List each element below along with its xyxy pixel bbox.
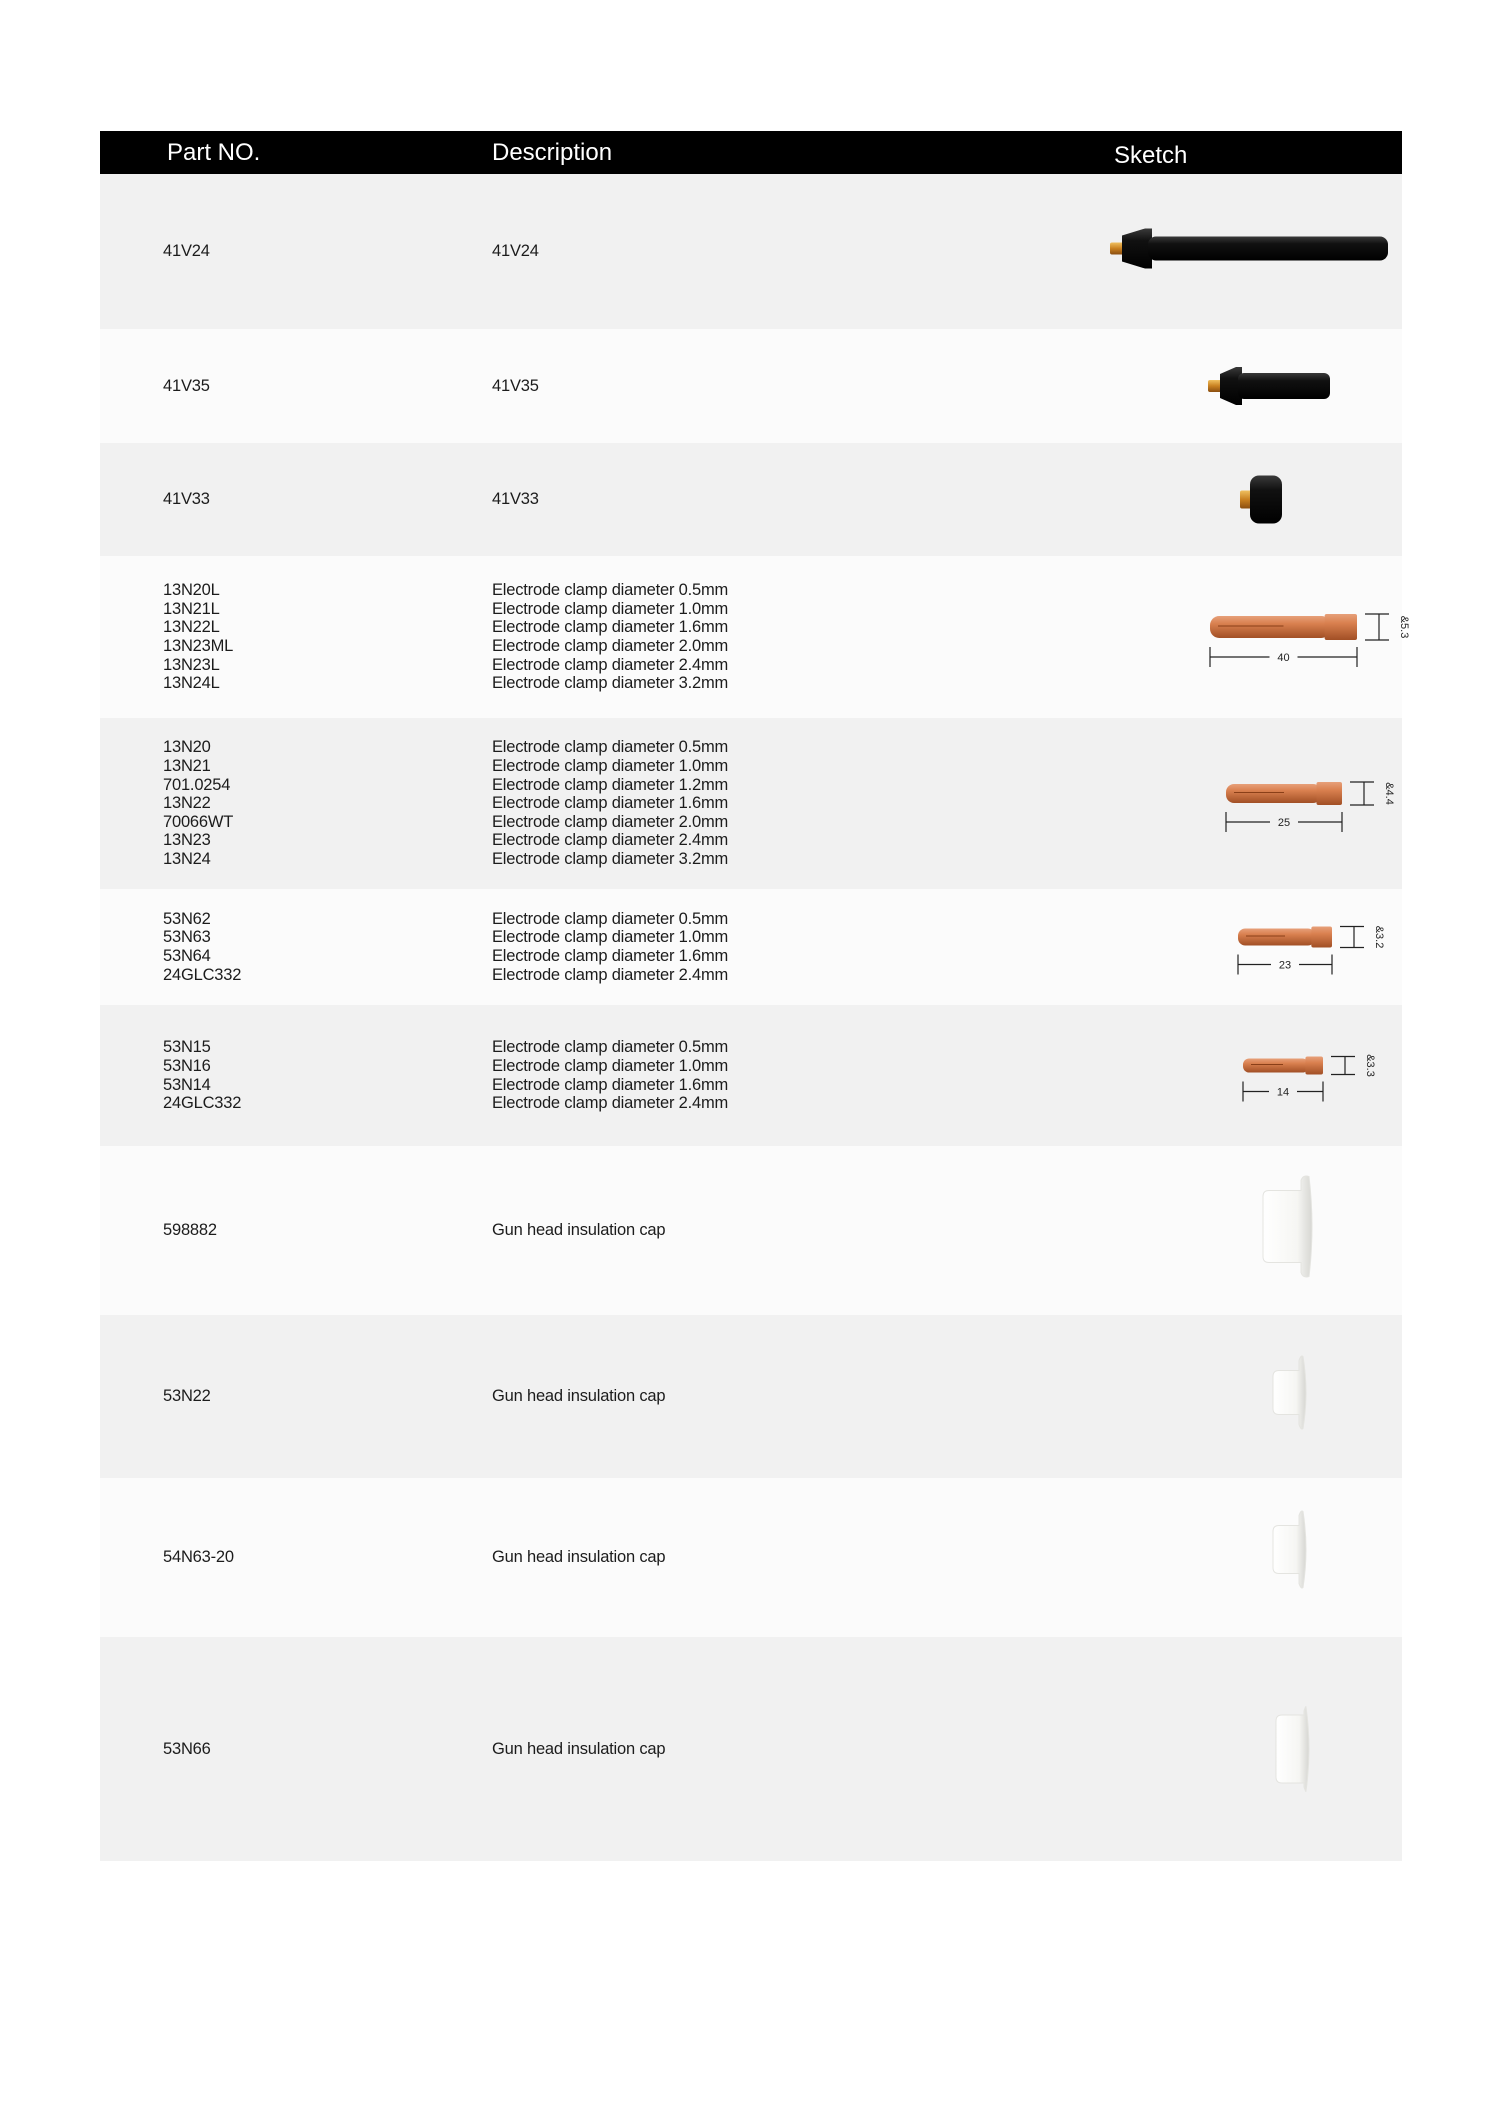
description-line: Electrode clamp diameter 0.5mm [492,738,729,757]
description-line: Electrode clamp diameter 0.5mm [492,1038,729,1057]
description-line: Gun head insulation cap [492,1548,666,1567]
sketch-cell [980,443,1402,556]
part-sketch [980,329,1402,443]
insulator-icon [1273,1356,1306,1429]
table-row [100,556,1410,718]
table-row [100,174,1402,329]
description-line: Gun head insulation cap [492,1387,666,1406]
sketch-cell [980,329,1402,443]
part-sketch [980,718,1402,889]
sketch-cell [980,1146,1402,1315]
part-sketch [980,889,1402,1005]
sketch-cell [980,1315,1402,1478]
length-label: 14 [1276,1086,1290,1099]
insulator-icon [1263,1176,1312,1277]
diameter-label: &5.3 [1398,615,1410,639]
part-number-cell [163,1478,463,1637]
part-number: 53N22 [163,1387,211,1406]
sketch-cell [980,1478,1402,1637]
description-line: Electrode clamp diameter 2.0mm [492,812,729,831]
part-number: 13N22L [163,618,220,637]
part-number: 53N66 [163,1739,211,1758]
part-sketch [980,1146,1402,1315]
description-line: Electrode clamp diameter 1.6mm [492,618,729,637]
table-row [100,889,1402,1005]
part-number-cell [163,329,463,443]
part-number: 53N64 [163,947,211,965]
description-line: Electrode clamp diameter 0.5mm [492,581,729,600]
part-number: 53N14 [163,1075,211,1094]
collet-icon [1226,782,1342,805]
part-sketch [980,174,1402,329]
collet-icon [1243,1057,1323,1075]
description-cell [492,718,912,889]
part-sketch [980,1637,1402,1861]
part-number-cell [163,889,463,1005]
description-line: Electrode clamp diameter 3.2mm [492,674,729,693]
part-sketch [980,1315,1402,1478]
diameter-dimension [1365,614,1389,640]
description-line: Electrode clamp diameter 2.4mm [492,1094,729,1113]
back-cap-icon [1240,476,1282,524]
part-number: 54N63-20 [163,1548,234,1567]
part-sketch [980,556,1410,718]
length-label: 25 [1277,817,1291,829]
diameter-dimension [1340,927,1364,948]
part-number: 598882 [163,1221,217,1240]
part-sketch [980,1005,1402,1146]
description-line: Electrode clamp diameter 2.0mm [492,637,729,655]
description-line: Electrode clamp diameter 1.2mm [492,775,729,794]
part-sketch [980,443,1402,556]
part-number: 13N20 [163,738,211,757]
description-line: 41V35 [492,376,539,395]
part-number: 13N21L [163,599,220,618]
part-number: 13N20L [163,581,220,600]
parts-catalog-table [100,131,1410,1861]
sketch-cell [980,556,1410,718]
part-number: 41V33 [163,490,210,509]
description-line: Electrode clamp diameter 3.2mm [492,849,729,868]
part-number: 41V35 [163,376,210,395]
part-number: 53N16 [163,1056,211,1075]
sketch-cell [980,1637,1402,1861]
description-cell [492,889,912,1005]
description-line: Electrode clamp diameter 1.0mm [492,757,729,776]
description-line: Gun head insulation cap [492,1739,666,1758]
back-cap-icon [1208,367,1330,405]
part-number: 41V24 [163,242,210,261]
description-line: Electrode clamp diameter 2.4mm [492,965,729,984]
part-number: 701.0254 [163,775,231,794]
header-description: Description [492,139,613,166]
table-row [100,329,1402,443]
diameter-label: &3.2 [1373,925,1385,949]
table-row [100,1478,1402,1637]
header-part-no: Part NO. [167,139,261,166]
description-line: Electrode clamp diameter 1.0mm [492,928,729,947]
description-line: Electrode clamp diameter 1.0mm [492,599,729,618]
sketch-cell [980,889,1402,1005]
part-number-cell [163,556,463,718]
description-line: Gun head insulation cap [492,1221,666,1240]
insulator-icon [1273,1511,1306,1588]
description-line: Electrode clamp diameter 1.6mm [492,1075,729,1094]
diameter-dimension [1331,1057,1355,1075]
description-cell [492,1478,912,1637]
part-number: 13N22 [163,794,211,813]
diameter-label: &3.3 [1364,1054,1376,1077]
part-number-cell [163,443,463,556]
description-line: Electrode clamp diameter 2.4mm [492,655,729,674]
part-number: 70066WT [163,812,234,831]
part-number-cell [163,718,463,889]
diameter-dimension [1350,782,1374,805]
sketch-cell [980,174,1402,329]
part-sketch [980,1478,1402,1637]
header-sketch: Sketch [1114,142,1188,169]
part-number: 13N23ML [163,637,234,655]
table-row [100,1315,1402,1478]
part-number-cell [163,1005,463,1146]
part-number: 13N23 [163,831,211,850]
description-cell [492,556,912,718]
description-line: 41V24 [492,242,539,261]
sketch-cell [980,1005,1402,1146]
part-number-cell [163,174,463,329]
collet-icon [1238,927,1332,948]
part-number: 53N15 [163,1038,211,1057]
description-line: 41V33 [492,490,539,509]
description-line: Electrode clamp diameter 1.6mm [492,947,729,965]
part-number: 13N23L [163,655,220,674]
description-line: Electrode clamp diameter 0.5mm [492,909,729,928]
part-number-cell [163,1637,463,1861]
part-number-cell [163,1146,463,1315]
table-row [100,1637,1402,1861]
description-cell [492,1146,912,1315]
part-number: 13N24 [163,849,211,868]
description-cell [492,1637,912,1861]
table-row [100,718,1402,889]
description-cell [492,1315,912,1478]
description-line: Electrode clamp diameter 2.4mm [492,831,729,850]
part-number-cell [163,1315,463,1478]
table-row [100,443,1402,556]
back-cap-icon [1110,229,1388,269]
table-row [100,1005,1402,1146]
description-cell [492,174,912,329]
description-cell [492,329,912,443]
description-line: Electrode clamp diameter 1.6mm [492,794,729,813]
part-number: 13N21 [163,757,211,776]
description-cell [492,443,912,556]
sketch-cell [980,718,1402,889]
part-number: 24GLC332 [163,1094,242,1113]
part-number: 24GLC332 [163,965,242,984]
part-number: 53N63 [163,928,211,947]
description-line: Electrode clamp diameter 1.0mm [492,1056,729,1075]
table-row [100,1146,1402,1315]
insulator-icon [1276,1707,1309,1792]
collet-icon [1210,614,1357,640]
length-label: 23 [1278,959,1292,972]
length-label: 40 [1277,652,1290,664]
diameter-label: &4.4 [1383,782,1395,805]
part-number: 13N24L [163,674,220,693]
part-number: 53N62 [163,909,211,928]
description-cell [492,1005,912,1146]
table-header [100,131,1402,174]
